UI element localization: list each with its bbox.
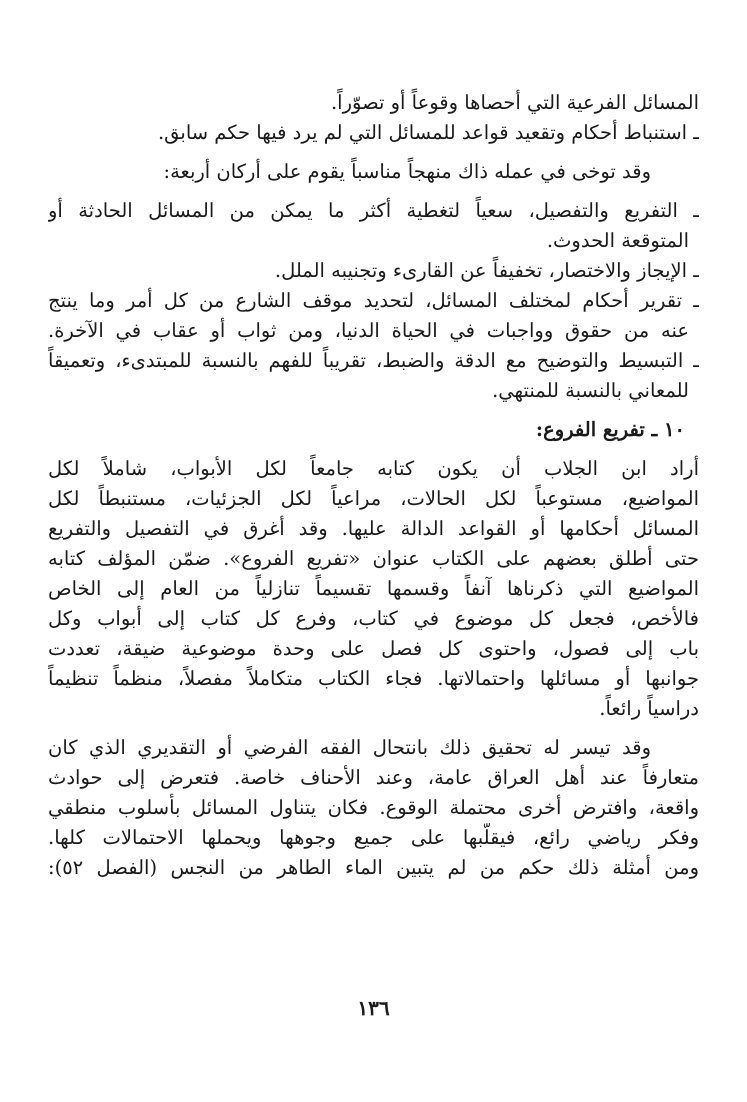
page-number: ١٣٦ — [357, 996, 390, 1020]
bullet-line: ـ تقرير أحكام لمختلف المسائل، لتحديد موقف الشارع من كل أمر وما ينتج — [48, 289, 699, 312]
paragraph-line: دراسياً رائعاً. — [599, 697, 699, 720]
paragraph-line: باب إلى فصول، واحتوى كل فصل على وحدة موضوعية ضيقة، تعددت — [48, 637, 699, 660]
paragraph-line: متعارفاً عند أهل العراق عامة، وعند الأحناف خاصة. فتعرض إلى حوادث — [48, 766, 699, 789]
bullet-line: ـ استنباط أحكام وتقعيد قواعد للمسائل التي لم يرد فيها حكم سابق. — [157, 121, 699, 144]
paragraph-line: وفكر رياضي رائع، فيقلّبها على جميع وجوهها ويحملها الاحتمالات كلها. — [48, 826, 699, 849]
section-heading: ١٠ ـ تفريع الفروع: — [535, 418, 685, 441]
paragraph-line: ومن أمثلة ذلك حكم من لم يتبين الماء الطاهر من النجس (الفصل ٥٢): — [48, 856, 699, 879]
page-body — [48, 88, 699, 883]
paragraph-line: المسائل الفرعية التي أحصاها وقوعاً أو تصوّراً. — [330, 91, 699, 114]
paragraph-line: وقد توخى في عمله ذاك منهجاً مناسباً يقوم على أركان أربعة: — [163, 160, 651, 183]
bullet-line: ـ التبسيط والتوضيح مع الدقة والضبط، تقريباً للفهم بالنسبة للمبتدىء، وتعميقاً — [48, 349, 699, 372]
paragraph-line: المواضيع التي ذكرناها آنفاً وقسمها تقسيماً تنازلياً من العام إلى الخاص — [48, 577, 699, 600]
paragraph-line: أراد ابن الجلاب أن يكون كتابه جامعاً لكل الأبواب، شاملاً لكل — [48, 457, 699, 480]
bullet-line: للمعاني بالنسبة للمنتهي. — [492, 379, 689, 402]
paragraph-line: فالأخص، فجعل كل موضوع في كتاب، وفرع كل كتاب إلى أبواب وكل — [48, 607, 699, 630]
bullet-line: ـ الإيجاز والاختصار، تخفيفاً عن القارىء وتجنيبه الملل. — [274, 259, 699, 282]
paragraph-line: جوانبها أو مسائلها واحتمالاتها. فجاء الكتاب متكاملاً مفصلاً، منظماً تنظيماً — [48, 667, 699, 690]
paragraph-line: واقعة، وافترض أخرى محتملة الوقوع. فكان يتناول المسائل بأسلوب منطقي — [48, 796, 699, 819]
paragraph-line: المسائل أحكامها أو القواعد الدالة عليها. وقد أغرق في التفصيل والتفريع — [48, 517, 699, 540]
bullet-line: عنه من حقوق وواجبات في الحياة الدنيا، ومن ثواب أو عقاب في الآخرة. — [48, 319, 689, 342]
paragraph-line: وقد تيسر له تحقيق ذلك بانتحال الفقه الفرضي أو التقديري الذي كان — [48, 736, 651, 759]
paragraph-line: حتى أطلق بعضهم على الكتاب عنوان «تفريع الفروع». ضمّن المؤلف كتابه — [48, 547, 699, 570]
bullet-line: المتوقعة الحدوث. — [546, 229, 689, 252]
paragraph-line: المواضيع، مستوعباً لكل الحالات، مراعياً لكل الجزئيات، مستنبطاً لكل — [48, 487, 699, 510]
bullet-line: ـ التفريع والتفصيل، سعياً لتغطية أكثر ما يمكن من المسائل الحادثة أو — [48, 199, 699, 222]
